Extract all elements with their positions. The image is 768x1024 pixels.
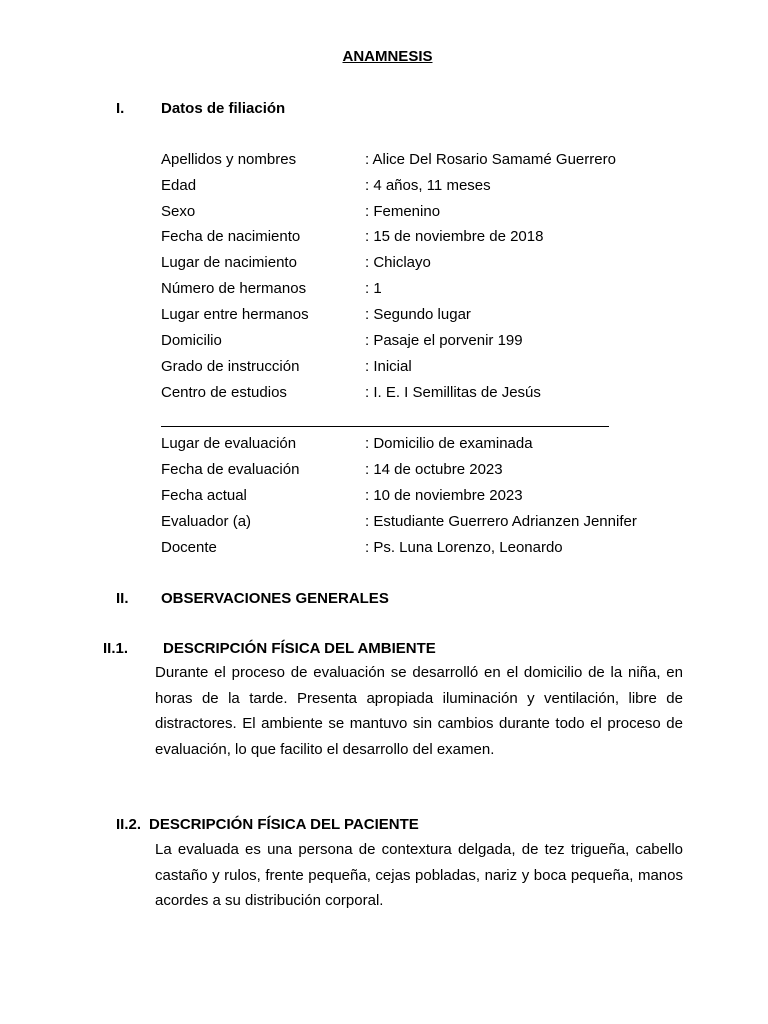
subsection-2-1-heading: DESCRIPCIÓN FÍSICA DEL AMBIENTE xyxy=(163,640,436,657)
field-value: : Inicial xyxy=(365,358,412,375)
section-1-heading: Datos de filiación xyxy=(161,100,286,117)
field-value: : Segundo lugar xyxy=(365,306,471,323)
field-label: Edad xyxy=(161,177,197,194)
field-label: Fecha actual xyxy=(161,487,247,504)
field-label: Docente xyxy=(161,539,217,556)
section-2-heading: OBSERVACIONES GENERALES xyxy=(161,590,389,607)
field-value: : Chiclayo xyxy=(365,254,431,271)
field-value: : 10 de noviembre 2023 xyxy=(365,487,523,504)
section-2-number: II. xyxy=(116,590,129,607)
field-value: : 15 de noviembre de 2018 xyxy=(365,228,544,245)
field-label: Fecha de evaluación xyxy=(161,461,300,478)
environment-description: Durante el proceso de evaluación se desarrolló en el domicilio de la niña, en horas de la tarde. Presenta apropiada iluminación y ventilación, libre de distractores. El ambiente se mantuvo sin cambios durante todo el proceso de evaluación, lo que facilito el desarrollo del examen. xyxy=(155,664,683,759)
field-label: Domicilio xyxy=(161,332,222,349)
field-label: Número de hermanos xyxy=(161,280,307,297)
document-title: ANAMNESIS xyxy=(342,48,433,65)
field-value: : Alice Del Rosario Samamé Guerrero xyxy=(365,151,616,168)
separator-line xyxy=(161,426,609,427)
field-label: Lugar de nacimiento xyxy=(161,254,297,271)
field-value: : 1 xyxy=(365,280,382,297)
field-label: Fecha de nacimiento xyxy=(161,228,301,245)
field-value: : 14 de octubre 2023 xyxy=(365,461,503,478)
field-value: : I. E. I Semillitas de Jesús xyxy=(365,384,541,401)
field-label: Sexo xyxy=(161,203,196,220)
field-value: : Ps. Luna Lorenzo, Leonardo xyxy=(365,539,563,556)
subsection-2-2-heading: DESCRIPCIÓN FÍSICA DEL PACIENTE xyxy=(149,816,419,833)
section-1-number: I. xyxy=(116,100,125,117)
field-label: Lugar de evaluación xyxy=(161,435,297,452)
field-label: Apellidos y nombres xyxy=(161,151,297,168)
field-label: Evaluador (a) xyxy=(161,513,252,530)
field-value: : Estudiante Guerrero Adrianzen Jennifer xyxy=(365,513,637,530)
patient-description: La evaluada es una persona de contextura delgada, de tez trigueña, cabello castaño y rulos, frente pequeña, cejas pobladas, nariz y boca pequeña, manos acordes a su distribución corporal. xyxy=(155,841,683,910)
field-value: : Femenino xyxy=(365,203,441,220)
field-value: : 4 años, 11 meses xyxy=(365,177,491,194)
field-label: Lugar entre hermanos xyxy=(161,306,309,323)
field-label: Grado de instrucción xyxy=(161,358,300,375)
field-value: : Pasaje el porvenir 199 xyxy=(365,332,523,349)
field-label: Centro de estudios xyxy=(161,384,287,401)
field-value: : Domicilio de examinada xyxy=(365,435,533,452)
subsection-2-1-number: II.1. xyxy=(103,640,129,657)
subsection-2-2-number: II.2. xyxy=(116,816,142,833)
